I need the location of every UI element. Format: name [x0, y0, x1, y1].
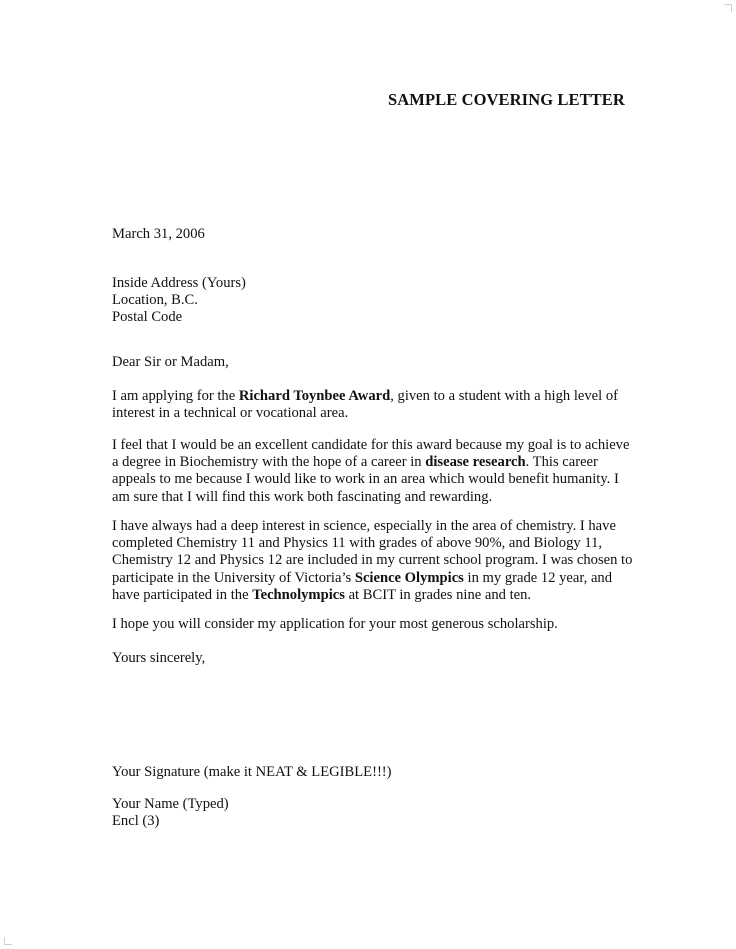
closing-text: Yours sincerely,: [112, 650, 206, 666]
paragraph-3: [112, 518, 712, 604]
text-run: I am applying for the: [112, 388, 239, 404]
text-run: , given to a student with a high level of: [390, 388, 619, 404]
paragraph-line: [112, 454, 712, 471]
address-line-3: Postal Code: [112, 309, 183, 326]
typed-name: Your Name (Typed): [112, 796, 229, 812]
emphasis-text: Technolympics: [252, 586, 345, 603]
salutation: [112, 354, 712, 371]
paragraph-line: I hope you will consider my application for your most generous scholarship.: [112, 616, 558, 632]
date-text: March 31, 2006: [112, 226, 205, 242]
paragraph-line: I have always had a deep interest in science, especially in the area of chemistry. I have: [112, 518, 616, 534]
paragraph-line: [112, 570, 712, 587]
paragraph-1: [112, 388, 712, 422]
paragraph-4: [112, 616, 712, 633]
inside-address: [112, 275, 712, 327]
address-line-2: Location, B.C.: [112, 292, 198, 309]
salutation-text: Dear Sir or Madam,: [112, 354, 229, 370]
paragraph-line: Chemistry 12 and Physics 12 are included in my current school program. I was chosen to: [112, 552, 633, 569]
page-corner-mark: [724, 4, 732, 12]
paragraph-line: appeals to me because I would like to work in an area which would benefit humanity. I: [112, 471, 619, 488]
paragraph-line: I feel that I would be an excellent candidate for this award because my goal is to achieve: [112, 437, 630, 453]
paragraph-line: am sure that I will find this work both fascinating and rewarding.: [112, 488, 493, 505]
emphasis-text: disease research: [425, 454, 526, 471]
address-line-1: Inside Address (Yours): [112, 275, 246, 291]
text-run: in my grade 12 year, and: [463, 569, 613, 586]
award-name: Richard Toynbee Award: [238, 388, 391, 404]
text-run: a degree in Biochemistry with the hope of a career in: [112, 454, 426, 471]
paragraph-line: [112, 587, 712, 604]
text-run: . This career: [525, 454, 598, 471]
paragraph-line: completed Chemistry 11 and Physics 11 with grades of above 90%, and Biology 11,: [112, 535, 603, 552]
signature-line: [112, 764, 712, 781]
letter-date: [112, 226, 712, 243]
text-run: at BCIT in grades nine and ten.: [344, 586, 532, 603]
letter-title: SAMPLE COVERING LETTER: [388, 90, 625, 109]
emphasis-text: Science Olympics: [354, 569, 464, 586]
paragraph-line: [112, 388, 712, 405]
paragraph-line: interest in a technical or vocational area.: [112, 405, 349, 422]
page-corner-mark: [4, 937, 12, 945]
sender-block: [112, 796, 712, 830]
enclosure-note: Encl (3): [112, 813, 160, 830]
text-run: have participated in the: [112, 586, 253, 603]
text-run: participate in the University of Victoria’s: [112, 569, 355, 586]
paragraph-2: [112, 437, 712, 506]
signature-text: Your Signature (make it NEAT & LEGIBLE!!!): [112, 764, 392, 780]
closing: [112, 650, 712, 667]
